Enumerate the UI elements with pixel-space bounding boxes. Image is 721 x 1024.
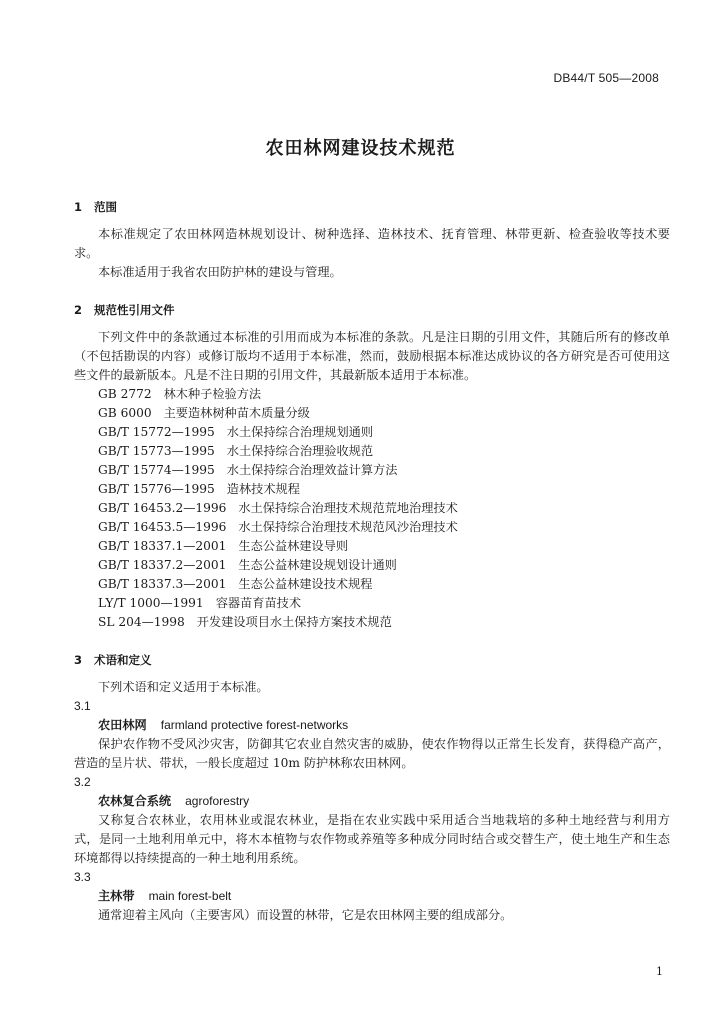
reference-name: 水土保持综合治理规划通则 (226, 425, 374, 439)
reference-item (74, 404, 670, 423)
term-number: 3.3 (74, 870, 91, 884)
term-definition: 通常迎着主风向（主要害风）而设置的林带，它是农田林网主要的组成部分。 (98, 908, 513, 922)
reference-code: GB/T 15776—1995 (98, 482, 215, 496)
section-number: 1 (74, 200, 83, 214)
term-number: 3.2 (74, 775, 91, 789)
term-heading (74, 716, 670, 735)
reference-item (74, 537, 670, 556)
reference-item (74, 613, 670, 632)
reference-code: GB 6000 (98, 406, 152, 420)
reference-code: GB 2772 (98, 387, 152, 401)
reference-code: GB/T 18337.3—2001 (98, 577, 227, 591)
reference-code: LY/T 1000—1991 (98, 596, 204, 610)
reference-name: 开发建设项目水土保持方案技术规范 (196, 615, 392, 629)
reference-name: 生态公益林建设规划设计通则 (238, 558, 397, 572)
document-title: 农田林网建设技术规范 (265, 138, 456, 159)
reference-name: 生态公益林建设技术规程 (238, 577, 373, 591)
reference-item (74, 442, 670, 461)
section-number: 2 (74, 303, 83, 317)
reference-item (74, 423, 670, 442)
reference-item (74, 556, 670, 575)
term-heading (74, 792, 670, 811)
reference-name: 水土保持综合治理技术规范风沙治理技术 (238, 520, 458, 534)
reference-name: 林木种子检验方法 (163, 387, 262, 401)
reference-code: SL 204—1998 (98, 615, 185, 629)
term-english: main forest-belt (148, 889, 232, 903)
scope-paragraph-2: 本标准适用于我省农田防护林的建设与管理。 (98, 265, 342, 279)
section-title: 规范性引用文件 (94, 303, 175, 317)
reference-name: 造林技术规程 (226, 482, 300, 496)
reference-item (74, 499, 670, 518)
section-2-heading (74, 301, 670, 320)
standard-code: DB44/T 505—2008 (553, 71, 659, 85)
section-1-heading (74, 198, 670, 217)
reference-name: 水土保持综合治理验收规范 (226, 444, 374, 458)
term-chinese: 农田林网 (98, 718, 147, 732)
reference-list (74, 385, 670, 632)
section-title: 范围 (94, 200, 117, 214)
reference-item (74, 385, 670, 404)
section-title: 术语和定义 (94, 653, 152, 667)
reference-name: 水土保持综合治理效益计算方法 (226, 463, 398, 477)
reference-code: GB/T 15772—1995 (98, 425, 215, 439)
reference-item (74, 575, 670, 594)
references-intro: 下列文件中的条款通过本标准的引用而成为本标准的条款。凡是注日期的引用文件，其随后所有的修改单（不包括勘误的内容）或修订版均不适用于本标准，然而，鼓励根据本标准达成协议的各方研究是否可使用这些文件的最新版本。凡是不注日期的引用文件，其最新版本适用于本标准。 (74, 330, 670, 382)
scope-paragraph-1: 本标准规定了农田林网造林规划设计、树种选择、造林技术、抚育管理、林带更新、检查验收等技术要求。 (74, 227, 670, 260)
terms-intro: 下列术语和定义适用于本标准。 (98, 680, 269, 694)
reference-code: GB/T 15773—1995 (98, 444, 215, 458)
reference-name: 生态公益林建设导则 (238, 539, 349, 553)
term-english: farmland protective forest-networks (160, 718, 349, 732)
term-definition: 又称复合农林业，农用林业或混农林业，是指在农业实践中采用适合当地栽培的多种土地经营与利用方式，是同一土地利用单元中，将木本植物与农作物或养殖等多种成分同时结合或交替生产，使土地生产和生态环境都得以持续提高的一种土地利用系统。 (74, 813, 670, 865)
reference-code: GB/T 16453.2—1996 (98, 501, 227, 515)
reference-item (74, 480, 670, 499)
term-heading (74, 887, 670, 906)
reference-item (74, 594, 670, 613)
reference-code: GB/T 15774—1995 (98, 463, 215, 477)
page-number: 1 (656, 965, 663, 978)
term-definition: 保护农作物不受风沙灾害，防御其它农业自然灾害的威胁，使农作物得以正常生长发育，获得稳产高产，营造的呈片状、带状，一般长度超过 10m 防护林称农田林网。 (74, 737, 670, 770)
reference-code: GB/T 16453.5—1996 (98, 520, 227, 534)
reference-name: 主要造林树种苗木质量分级 (163, 406, 310, 420)
document-body (74, 198, 670, 925)
section-3-heading (74, 651, 670, 670)
section-number: 3 (74, 653, 83, 667)
term-english: agroforestry (185, 794, 250, 808)
term-number: 3.1 (74, 699, 91, 713)
reference-name: 水土保持综合治理技术规范荒地治理技术 (238, 501, 458, 515)
reference-name: 容器苗育苗技术 (215, 596, 302, 610)
reference-item (74, 518, 670, 537)
term-chinese: 主林带 (98, 889, 135, 903)
reference-item (74, 461, 670, 480)
term-chinese: 农林复合系统 (98, 794, 172, 808)
reference-code: GB/T 18337.2—2001 (98, 558, 227, 572)
reference-code: GB/T 18337.1—2001 (98, 539, 227, 553)
